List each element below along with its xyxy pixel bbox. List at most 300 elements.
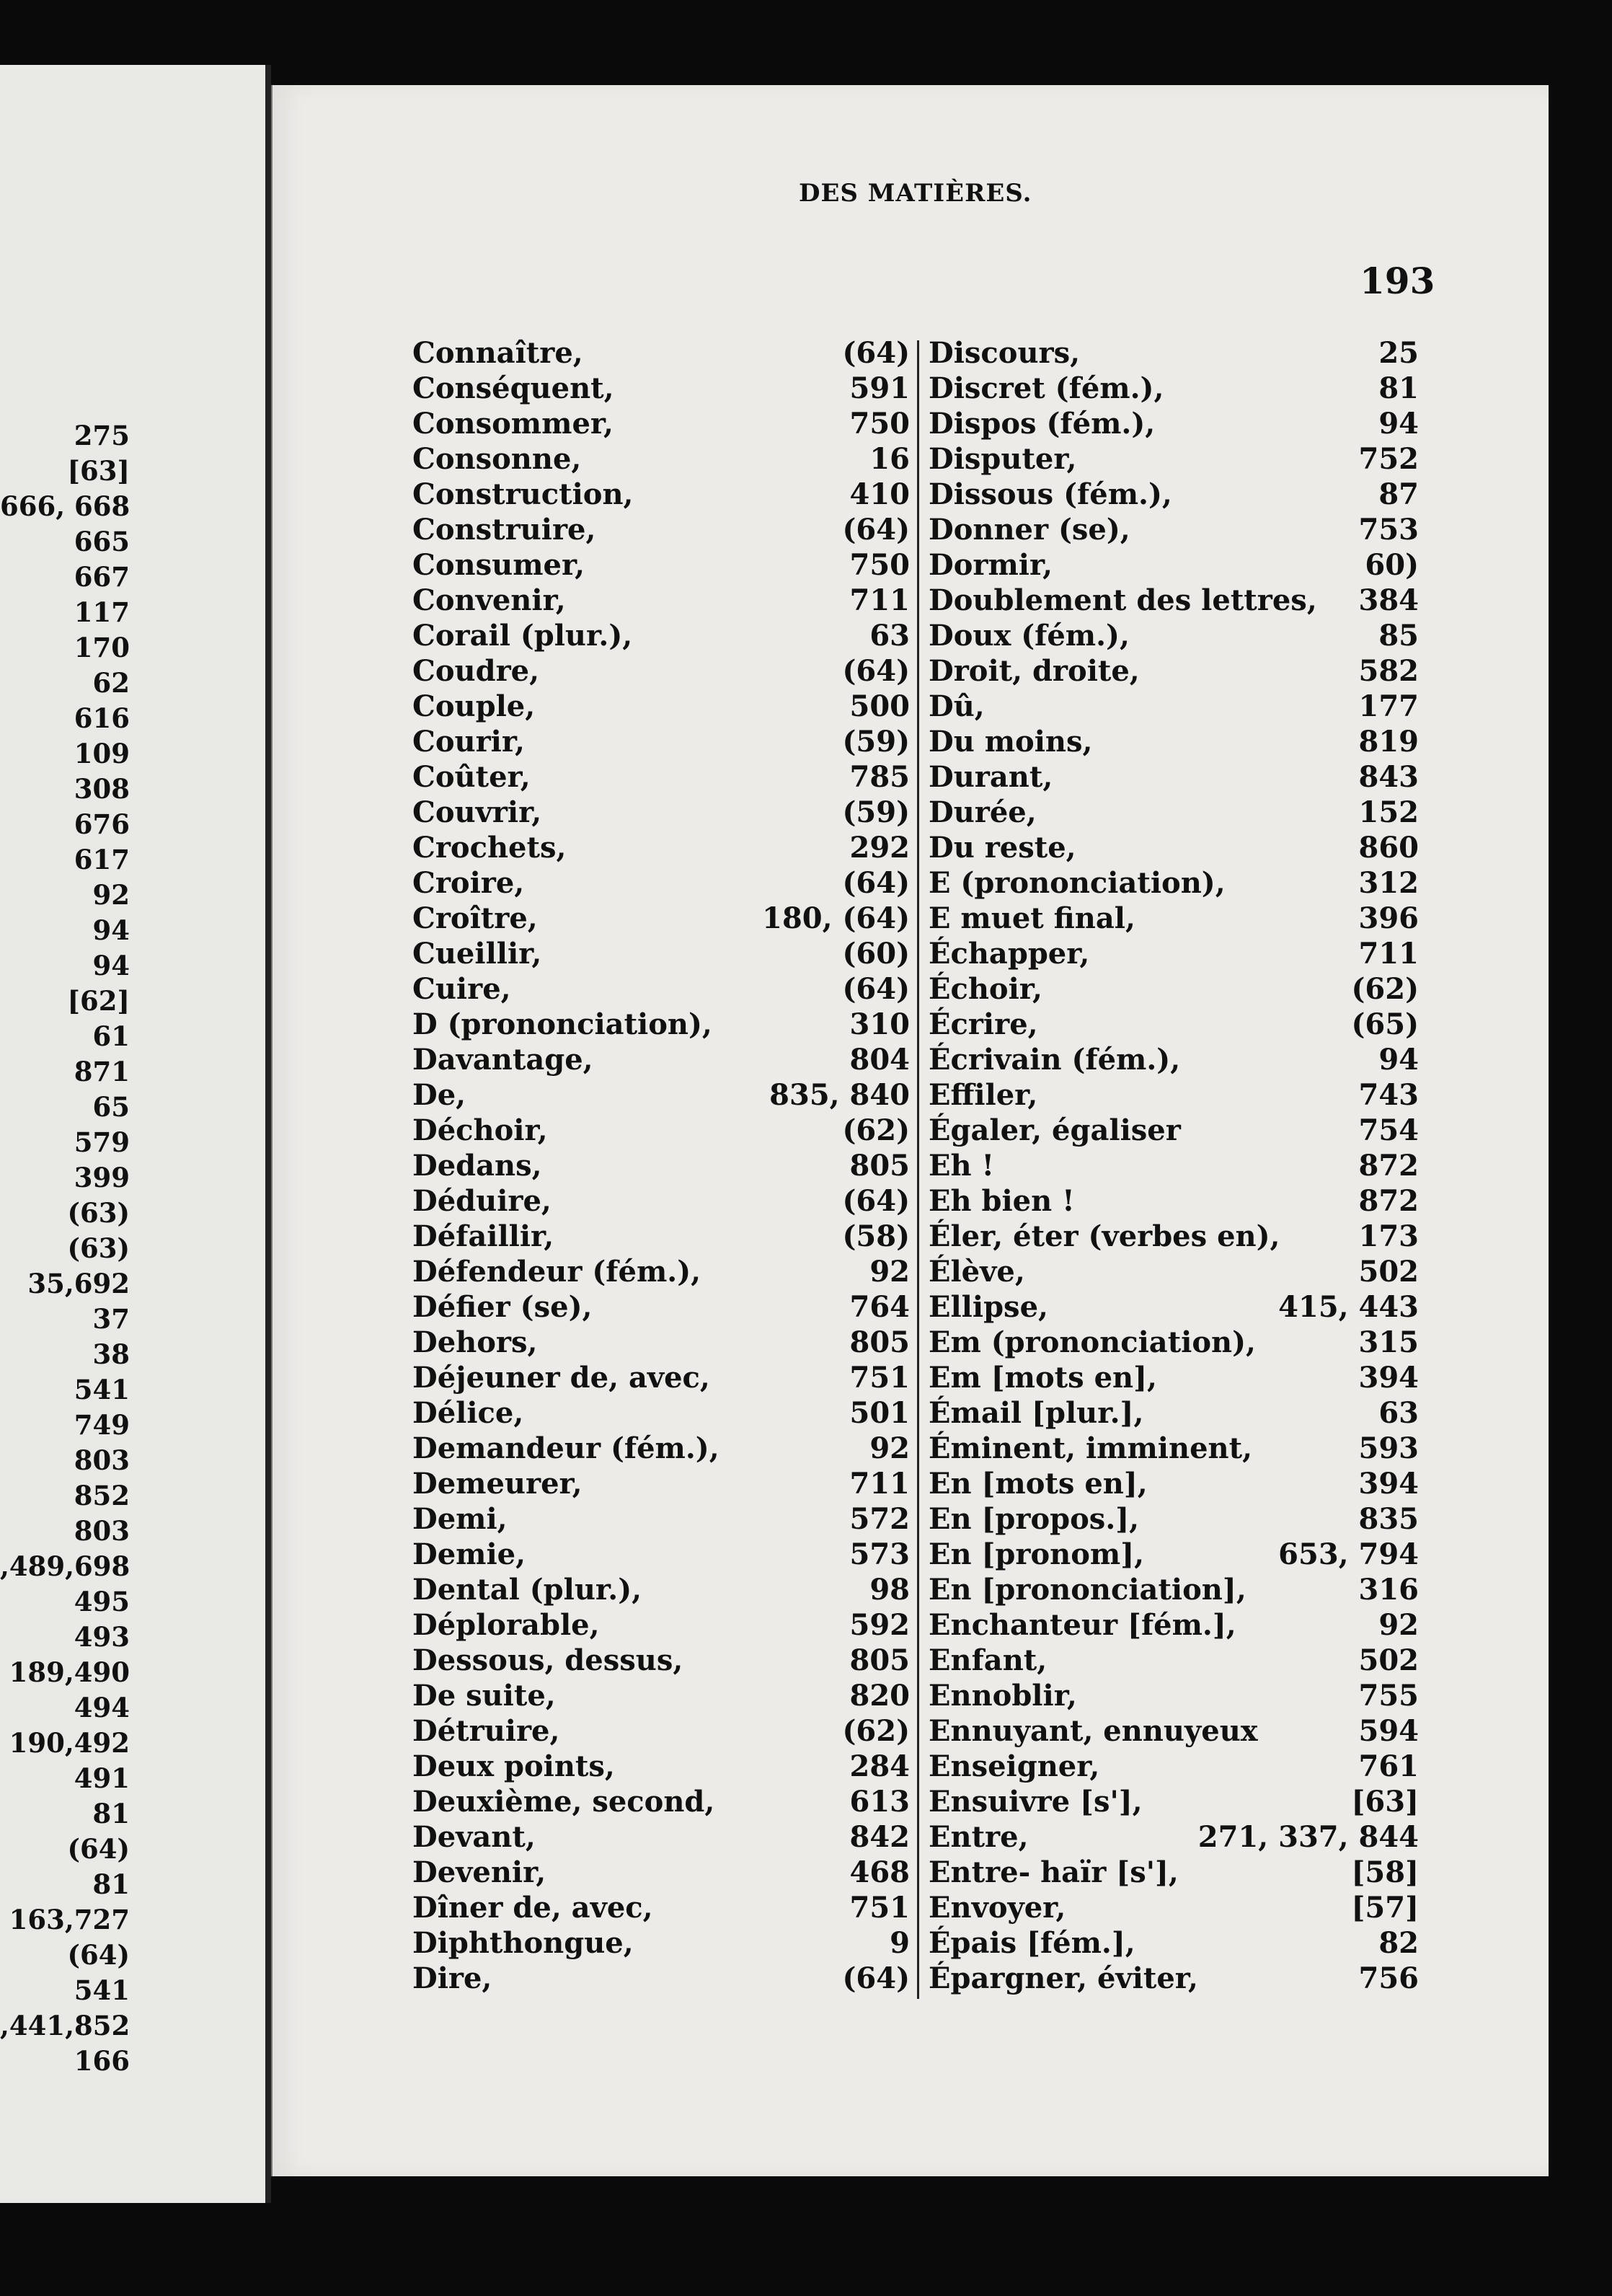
left-fragment-number: 616 <box>74 702 130 734</box>
index-term: Égaler, égaliser <box>929 1113 1181 1147</box>
index-reference: 750 <box>849 407 910 441</box>
index-reference: 743 <box>1358 1078 1419 1112</box>
index-reference: 63 <box>869 619 910 653</box>
index-term: En [propos.], <box>929 1502 1140 1536</box>
left-fragment-number: 92 <box>92 879 130 911</box>
left-fragment-number: 541 <box>74 1374 130 1405</box>
index-entry <box>929 1431 1419 1466</box>
index-reference: 711 <box>849 1467 910 1501</box>
index-entry <box>929 759 1419 795</box>
index-reference: 820 <box>849 1679 910 1713</box>
index-reference: 805 <box>849 1643 910 1677</box>
index-term: Dissous (fém.), <box>929 477 1172 511</box>
index-reference: 87 <box>1378 477 1419 511</box>
index-reference: 384 <box>1358 583 1419 617</box>
index-reference: 177 <box>1358 689 1419 723</box>
index-entry <box>412 1113 910 1148</box>
index-reference: 573 <box>849 1537 910 1571</box>
index-reference: 312 <box>1358 866 1419 900</box>
index-entry <box>929 512 1419 547</box>
index-reference: (64) <box>842 654 910 688</box>
index-term: Coudre, <box>412 654 540 688</box>
index-entry <box>412 583 910 618</box>
index-reference: 152 <box>1358 795 1419 829</box>
left-fragment-number: 170 <box>74 632 130 663</box>
index-entry <box>929 441 1419 477</box>
index-reference: 315 <box>1358 1325 1419 1359</box>
index-reference: 756 <box>1358 1961 1419 1995</box>
index-term: Davantage, <box>412 1043 593 1077</box>
index-term: Écrire, <box>929 1007 1038 1041</box>
index-reference: (62) <box>842 1714 910 1748</box>
index-entry <box>929 1183 1419 1219</box>
index-term: En [prononciation], <box>929 1573 1246 1607</box>
index-term: Cuire, <box>412 972 511 1006</box>
index-reference: 752 <box>1358 442 1419 476</box>
index-reference: 60) <box>1365 548 1419 582</box>
index-entry <box>412 901 910 936</box>
left-fragment-number: [63] <box>67 455 130 487</box>
index-entry <box>929 830 1419 865</box>
index-term: Enfant, <box>929 1643 1048 1677</box>
index-reference: 394 <box>1358 1467 1419 1501</box>
left-fragment-number: 35,692 <box>27 1268 130 1299</box>
index-term: Coûter, <box>412 760 531 794</box>
left-fragment-number: 494 <box>74 1692 130 1723</box>
index-term: Épargner, éviter, <box>929 1961 1198 1995</box>
index-term: Couple, <box>412 689 536 723</box>
index-entry <box>929 1219 1419 1254</box>
index-entry <box>929 477 1419 512</box>
index-entry <box>929 1501 1419 1537</box>
index-term: Connaître, <box>412 336 583 370</box>
index-entry <box>412 689 910 724</box>
index-entry <box>412 335 910 371</box>
index-reference: (65) <box>1351 1007 1419 1041</box>
index-reference: 92 <box>1378 1608 1419 1642</box>
index-entry <box>929 406 1419 441</box>
index-term: Défier (se), <box>412 1290 593 1324</box>
index-reference: 25 <box>1378 336 1419 370</box>
left-fragment-number: ,489,698 <box>0 1550 130 1582</box>
index-entry <box>412 547 910 583</box>
left-fragment-number: ,441,852 <box>0 2010 130 2041</box>
left-fragment-number: 163,727 <box>9 1904 130 1935</box>
index-term: E (prononciation), <box>929 866 1226 900</box>
index-entry <box>412 1890 910 1925</box>
index-term: Eh ! <box>929 1149 995 1183</box>
left-fragment-number: 109 <box>74 738 130 769</box>
index-reference: 94 <box>1378 407 1419 441</box>
index-entry <box>929 1572 1419 1607</box>
book-binding <box>265 65 271 2203</box>
index-term: Dispos (fém.), <box>929 407 1156 441</box>
index-entry <box>929 795 1419 830</box>
index-reference: 835 <box>1358 1502 1419 1536</box>
index-term: Écrivain (fém.), <box>929 1043 1181 1077</box>
index-term: Durée, <box>929 795 1037 829</box>
left-fragment-number: 117 <box>74 596 130 628</box>
index-reference: [63] <box>1351 1785 1419 1819</box>
index-reference: 396 <box>1358 901 1419 935</box>
index-entry <box>929 901 1419 936</box>
index-term: Émail [plur.], <box>929 1396 1144 1430</box>
index-entry <box>412 1219 910 1254</box>
left-fragment-number: 541 <box>74 1974 130 2006</box>
index-entry <box>412 1855 910 1890</box>
index-entry <box>929 1819 1419 1855</box>
index-entry <box>929 936 1419 971</box>
left-fragment-number: 579 <box>74 1126 130 1158</box>
index-entry <box>929 1254 1419 1289</box>
index-term: Deuxième, second, <box>412 1785 715 1819</box>
index-entry <box>929 583 1419 618</box>
index-term: Entre, <box>929 1820 1029 1854</box>
index-reference: 835, 840 <box>769 1078 910 1112</box>
index-term: Demeurer, <box>412 1467 583 1501</box>
index-term: Éler, éter (verbes en), <box>929 1219 1280 1253</box>
index-term: Em (prononciation), <box>929 1325 1256 1359</box>
index-reference: 501 <box>849 1396 910 1430</box>
index-reference: 751 <box>849 1891 910 1925</box>
left-fragment-number: 871 <box>74 1056 130 1087</box>
index-entry <box>412 1360 910 1395</box>
index-entry <box>929 1395 1419 1431</box>
index-term: Dehors, <box>412 1325 538 1359</box>
index-entry <box>412 1431 910 1466</box>
index-reference: (62) <box>842 1113 910 1147</box>
index-column-1 <box>412 335 910 1996</box>
index-term: Disputer, <box>929 442 1077 476</box>
page-number: 193 <box>1360 260 1435 302</box>
index-term: Ellipse, <box>929 1290 1048 1324</box>
index-reference: 750 <box>849 548 910 582</box>
left-fragment-number: 65 <box>92 1091 130 1123</box>
index-term: Em [mots en], <box>929 1361 1157 1395</box>
left-fragment-number: (64) <box>67 1939 130 1971</box>
index-entry <box>412 1466 910 1501</box>
index-entry <box>412 1289 910 1325</box>
index-entry <box>412 1819 910 1855</box>
left-fragment-number: 61 <box>92 1020 130 1052</box>
index-reference: 860 <box>1358 831 1419 865</box>
index-reference: 754 <box>1358 1113 1419 1147</box>
index-entry <box>412 1925 910 1961</box>
index-term: Défendeur (fém.), <box>412 1255 701 1289</box>
index-term: Demie, <box>412 1537 526 1571</box>
index-term: Éminent, imminent, <box>929 1431 1253 1465</box>
index-entry <box>929 1713 1419 1749</box>
index-term: Consommer, <box>412 407 614 441</box>
index-reference: (64) <box>842 1961 910 1995</box>
left-fragment-number: 493 <box>74 1621 130 1653</box>
left-fragment-number: 491 <box>74 1762 130 1794</box>
index-term: Élève, <box>929 1255 1025 1289</box>
index-term: De suite, <box>412 1679 556 1713</box>
index-entry <box>929 1749 1419 1784</box>
index-term: Déjeuner de, avec, <box>412 1361 710 1395</box>
index-reference: 582 <box>1358 654 1419 688</box>
index-reference: 94 <box>1378 1043 1419 1077</box>
index-reference: 82 <box>1378 1926 1419 1960</box>
index-reference: 410 <box>849 477 910 511</box>
page-header: DES MATIÈRES. <box>799 179 1032 208</box>
left-fragment-number: 166 <box>74 2045 130 2077</box>
index-entry <box>412 1042 910 1077</box>
index-entry <box>929 1607 1419 1643</box>
index-entry <box>412 441 910 477</box>
index-term: Consonne, <box>412 442 582 476</box>
index-term: En [mots en], <box>929 1467 1148 1501</box>
left-fragment-number: 852 <box>74 1480 130 1511</box>
index-entry <box>929 1784 1419 1819</box>
left-fragment-number: 38 <box>92 1338 130 1370</box>
index-entry <box>412 512 910 547</box>
index-reference: 98 <box>869 1573 910 1607</box>
index-term: Du moins, <box>929 725 1093 759</box>
index-term: Consumer, <box>412 548 585 582</box>
index-reference: 415, 443 <box>1278 1290 1419 1324</box>
index-entry <box>929 1042 1419 1077</box>
index-reference: 842 <box>849 1820 910 1854</box>
left-fragment-number: [62] <box>67 985 130 1017</box>
index-entry <box>412 1713 910 1749</box>
index-reference: (64) <box>842 1184 910 1218</box>
left-fragment-number: 667 <box>74 561 130 593</box>
index-entry <box>412 1325 910 1360</box>
index-entry <box>929 1289 1419 1325</box>
index-reference: 591 <box>849 371 910 405</box>
index-reference: 85 <box>1378 619 1419 653</box>
index-term: De, <box>412 1078 466 1112</box>
left-fragment-number: 666, 668 <box>0 490 130 522</box>
left-fragment-number: 94 <box>92 914 130 946</box>
index-reference: 468 <box>849 1855 910 1889</box>
index-reference: (59) <box>842 725 910 759</box>
left-fragment-number: 617 <box>74 844 130 875</box>
index-entry <box>929 865 1419 901</box>
index-term: Dû, <box>929 689 985 723</box>
index-entry <box>412 1148 910 1183</box>
index-reference: 751 <box>849 1361 910 1395</box>
index-term: Entre- haïr [s'], <box>929 1855 1179 1889</box>
index-term: Dormir, <box>929 548 1053 582</box>
index-term: Corail (plur.), <box>412 619 633 653</box>
index-entry <box>412 653 910 689</box>
index-reference: 592 <box>849 1608 910 1642</box>
index-entry <box>412 830 910 865</box>
index-reference: 180, (64) <box>762 901 910 935</box>
index-entry <box>929 547 1419 583</box>
index-reference: (58) <box>842 1219 910 1253</box>
left-fragment-number: 665 <box>74 526 130 557</box>
index-term: Demandeur (fém.), <box>412 1431 719 1465</box>
index-term: Discret (fém.), <box>929 371 1164 405</box>
index-term: Dessous, dessus, <box>412 1643 683 1677</box>
left-fragment-number: (63) <box>67 1197 130 1229</box>
index-term: Dedans, <box>412 1149 542 1183</box>
index-entry <box>929 971 1419 1007</box>
index-reference: 500 <box>849 689 910 723</box>
left-fragment-number: 803 <box>74 1444 130 1476</box>
index-entry <box>929 371 1419 406</box>
index-entry <box>929 1961 1419 1996</box>
index-reference: 92 <box>869 1255 910 1289</box>
index-reference: 753 <box>1358 513 1419 547</box>
index-entry <box>929 618 1419 653</box>
index-term: Ennoblir, <box>929 1679 1077 1713</box>
index-reference: 755 <box>1358 1679 1419 1713</box>
index-entry <box>929 653 1419 689</box>
index-entry <box>929 335 1419 371</box>
index-term: Échoir, <box>929 972 1042 1006</box>
index-term: Épais [fém.], <box>929 1926 1135 1960</box>
index-entry <box>929 1643 1419 1678</box>
index-term: Durant, <box>929 760 1053 794</box>
index-column-2 <box>929 335 1419 1996</box>
index-entry <box>929 1360 1419 1395</box>
index-reference: 613 <box>849 1785 910 1819</box>
index-term: Délice, <box>412 1396 524 1430</box>
index-term: Courir, <box>412 725 525 759</box>
index-entry <box>929 1325 1419 1360</box>
left-fragment-number: 189,490 <box>9 1656 130 1688</box>
index-term: Deux points, <box>412 1749 615 1783</box>
index-term: Construire, <box>412 513 596 547</box>
index-reference: 872 <box>1358 1184 1419 1218</box>
index-entry <box>412 1183 910 1219</box>
index-entry <box>929 689 1419 724</box>
index-reference: 805 <box>849 1325 910 1359</box>
index-term: Envoyer, <box>929 1891 1066 1925</box>
index-term: Dîner de, avec, <box>412 1891 653 1925</box>
index-entry <box>412 971 910 1007</box>
index-reference: 785 <box>849 760 910 794</box>
index-term: Déduire, <box>412 1184 552 1218</box>
index-term: Construction, <box>412 477 634 511</box>
index-reference: 81 <box>1378 371 1419 405</box>
index-term: Doux (fém.), <box>929 619 1130 653</box>
left-fragment-number: 803 <box>74 1515 130 1547</box>
left-page-fragment <box>0 65 270 2203</box>
index-term: Déplorable, <box>412 1608 600 1642</box>
index-term: Devenir, <box>412 1855 546 1889</box>
index-entry <box>412 1501 910 1537</box>
index-entry <box>412 406 910 441</box>
left-fragment-number: 190,492 <box>9 1727 130 1759</box>
index-term: Dental (plur.), <box>412 1573 642 1607</box>
index-entry <box>412 1254 910 1289</box>
index-term: Devant, <box>412 1820 536 1854</box>
index-reference: 271, 337, 844 <box>1197 1820 1419 1854</box>
index-term: Diphthongue, <box>412 1926 634 1960</box>
index-reference: (60) <box>842 937 910 971</box>
index-term: Couvrir, <box>412 795 542 829</box>
index-entry <box>412 1643 910 1678</box>
index-reference: 502 <box>1358 1643 1419 1677</box>
index-reference: 711 <box>1358 937 1419 971</box>
index-term: Eh bien ! <box>929 1184 1075 1218</box>
index-term: Du reste, <box>929 831 1076 865</box>
index-term: E muet final, <box>929 901 1135 935</box>
index-reference: 9 <box>890 1926 910 1960</box>
index-reference: (59) <box>842 795 910 829</box>
index-term: Croire, <box>412 866 525 900</box>
index-reference: 394 <box>1358 1361 1419 1395</box>
index-term: Crochets, <box>412 831 567 865</box>
index-entry <box>412 1007 910 1042</box>
index-reference: 310 <box>849 1007 910 1041</box>
index-entry <box>412 1784 910 1819</box>
index-entry <box>412 1678 910 1713</box>
index-entry <box>412 618 910 653</box>
index-reference: 872 <box>1358 1149 1419 1183</box>
index-reference: 284 <box>849 1749 910 1783</box>
index-reference: 593 <box>1358 1431 1419 1465</box>
index-term: Convenir, <box>412 583 566 617</box>
left-fragment-number: 749 <box>74 1409 130 1441</box>
index-term: Échapper, <box>929 937 1090 971</box>
index-reference: 764 <box>849 1290 910 1324</box>
left-fragment-number: 495 <box>74 1586 130 1617</box>
left-fragment-number: 308 <box>74 773 130 805</box>
index-entry <box>412 1572 910 1607</box>
index-reference: 16 <box>869 442 910 476</box>
index-reference: 502 <box>1358 1255 1419 1289</box>
index-term: Donner (se), <box>929 513 1130 547</box>
index-term: Conséquent, <box>412 371 614 405</box>
index-entry <box>929 1113 1419 1148</box>
index-entry <box>412 1077 910 1113</box>
index-term: Dire, <box>412 1961 492 1995</box>
index-entry <box>412 724 910 759</box>
index-reference: 173 <box>1358 1219 1419 1253</box>
index-term: Effiler, <box>929 1078 1038 1112</box>
left-fragment-number: 676 <box>74 808 130 840</box>
index-entry <box>412 1961 910 1996</box>
index-entry <box>929 1077 1419 1113</box>
index-entry <box>929 1537 1419 1572</box>
index-term: Enseigner, <box>929 1749 1100 1783</box>
index-term: Croître, <box>412 901 538 935</box>
column-divider <box>917 340 919 1999</box>
index-entry <box>929 1855 1419 1890</box>
left-fragment-number: (63) <box>67 1232 130 1264</box>
left-fragment-number: 37 <box>92 1303 130 1335</box>
index-entry <box>929 724 1419 759</box>
index-term: Discours, <box>929 336 1081 370</box>
index-reference: (64) <box>842 336 910 370</box>
index-entry <box>412 1537 910 1572</box>
left-fragment-number: 94 <box>92 950 130 981</box>
index-reference: 292 <box>849 831 910 865</box>
index-reference: 761 <box>1358 1749 1419 1783</box>
index-reference: 653, 794 <box>1278 1537 1419 1571</box>
index-entry <box>929 1007 1419 1042</box>
left-fragment-number: 81 <box>92 1798 130 1829</box>
index-term: D (prononciation), <box>412 1007 712 1041</box>
index-entry <box>929 1148 1419 1183</box>
left-fragment-number: (64) <box>67 1833 130 1865</box>
index-reference: 572 <box>849 1502 910 1536</box>
index-reference: 804 <box>849 1043 910 1077</box>
index-reference: 63 <box>1378 1396 1419 1430</box>
index-term: Cueillir, <box>412 937 542 971</box>
index-reference: 805 <box>849 1149 910 1183</box>
index-reference: (62) <box>1351 972 1419 1006</box>
left-page-numbers <box>0 418 130 2079</box>
index-term: Enchanteur [fém.], <box>929 1608 1236 1642</box>
